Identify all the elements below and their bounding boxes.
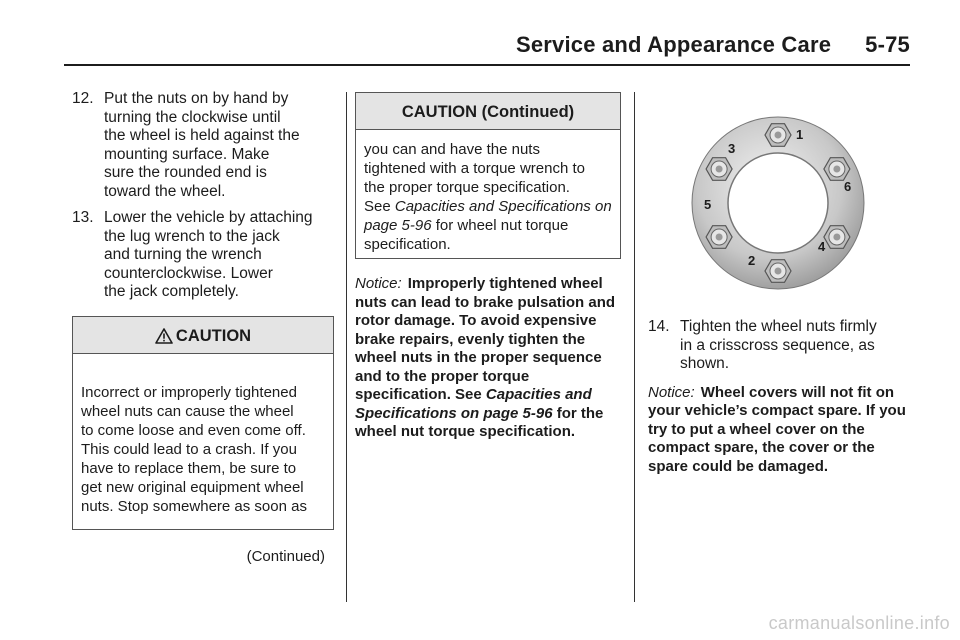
caution-text: you can and have the nuts tightened with a torque wrench to the proper torque specification. See: [364, 141, 585, 215]
caution-header: [73, 317, 333, 354]
watermark: carmanualsonline.info: [768, 613, 950, 633]
sequence-label-3: 3: [728, 141, 736, 156]
caution-text-end: for wheel nut torque specification.: [364, 217, 569, 253]
caution-continued-body: [356, 130, 620, 264]
wheel-nut-sequence-diagram: [690, 115, 870, 295]
step-12: [72, 90, 334, 201]
continued-label: (Continued): [246, 547, 325, 565]
notice-label: Notice:: [355, 275, 402, 292]
sequence-label-2: 2: [748, 253, 756, 268]
step-text: Put the nuts on by hand by turning the clockwise until the wheel is held against the mounting surface. Make sure the rounded end is toward the wheel.: [104, 90, 300, 200]
caution-title: CAUTION: [175, 326, 252, 345]
lug-nut-icon: [706, 226, 732, 249]
page-header: [64, 30, 910, 66]
step-text: Lower the vehicle by attaching the lug wrench to the jack and turning the wrench counterclockwise. Lower the jack completely.: [104, 209, 313, 300]
notice-label: Notice:: [648, 383, 695, 401]
caution-body: [73, 354, 333, 595]
sequence-label-6: 6: [844, 179, 852, 194]
notice-text-end: for the wheel nut torque specification.: [355, 404, 604, 440]
sequence-label-1: 1: [796, 127, 804, 142]
column-2: [355, 92, 623, 442]
lug-nut-icon: [706, 158, 732, 181]
caution-continued-header: CAUTION (Continued): [356, 93, 620, 130]
caution-text: Incorrect or improperly tightened wheel nuts can cause the wheel to come loose and even come off. This could lead to a crash. If you have to replace them, be sure to get new original equipment wheel nuts. Stop somewhere as soon as: [81, 383, 307, 515]
page-number: 5-75: [865, 32, 910, 57]
capacities-reference: Capacities and Specifications on page 5-96: [364, 198, 612, 234]
notice-brake: [355, 275, 623, 442]
column-divider-2: [634, 92, 635, 602]
caution-box: [72, 316, 334, 565]
column-divider-1: [346, 92, 347, 602]
notice-text: Wheel covers will not fit on your vehicle’s compact spare. If you try to put a wheel cover on the compact spare, the cover or the spare could be damaged.: [648, 383, 906, 475]
section-title: Service and Appearance Care: [515, 32, 832, 57]
step-13: [72, 209, 334, 302]
notice-wheel-covers: [648, 384, 910, 477]
caution-continued-box: [355, 92, 621, 259]
lug-nut-icon: [824, 226, 850, 249]
warning-triangle-icon: [155, 328, 173, 344]
header-title: [516, 32, 910, 58]
step-number: 12.: [72, 90, 94, 107]
column-3: [648, 318, 910, 476]
sequence-label-4: 4: [818, 239, 826, 254]
capacities-reference: Capacities and Specifications on page 5-96: [355, 386, 592, 422]
step-text: Tighten the wheel nuts firmly in a crisscross sequence, as shown.: [680, 318, 877, 372]
notice-text: Improperly tightened wheel nuts can lead to brake pulsation and rotor damage. To avoid expensive brake repairs, evenly tighten the wheel nuts in the proper sequence and to the proper torque specification. See: [355, 275, 616, 403]
step-number: 14.: [648, 318, 670, 335]
column-1: [72, 90, 334, 565]
lug-nut-icon: [765, 260, 791, 283]
lug-nut-icon: [824, 158, 850, 181]
sequence-label-5: 5: [704, 197, 712, 212]
step-number: 13.: [72, 209, 94, 226]
step-14: [648, 318, 910, 374]
lug-nut-icon: [765, 124, 791, 147]
